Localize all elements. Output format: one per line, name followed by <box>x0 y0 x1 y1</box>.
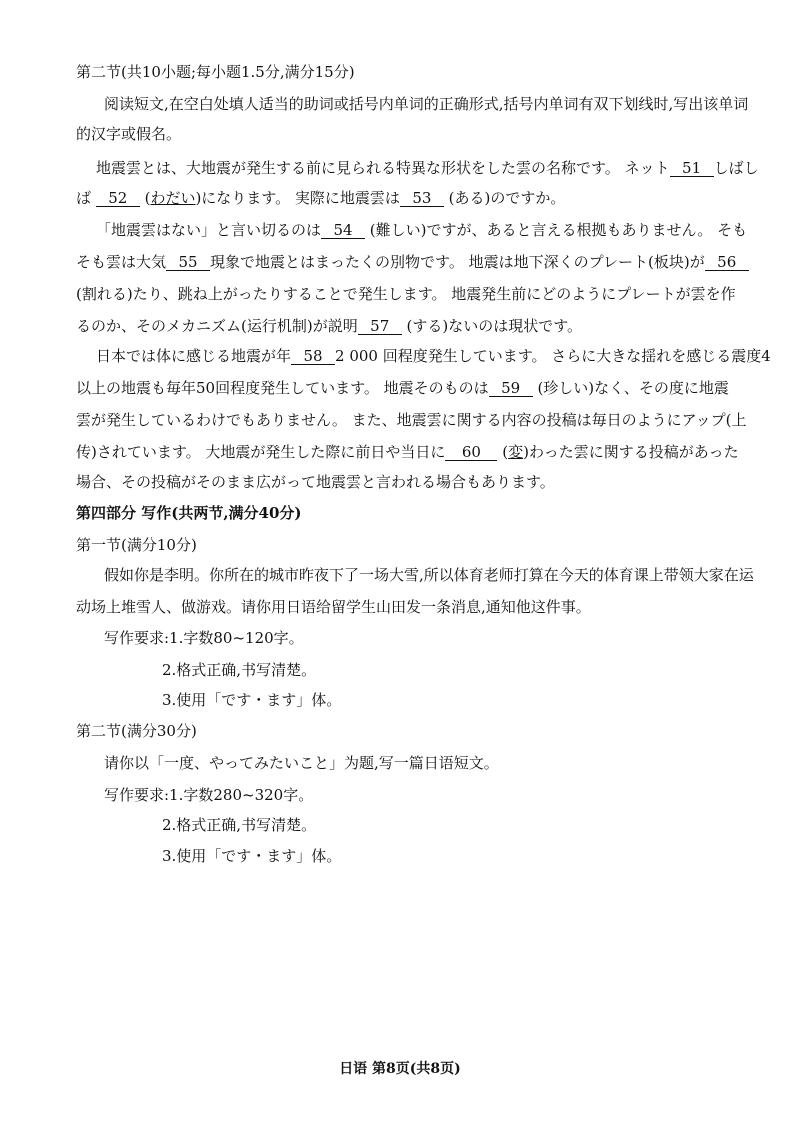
passage-text: )わった雲に関する投稿があった <box>523 443 739 461</box>
part4-section1-header: 第一节(满分10分) <box>76 536 197 554</box>
blank-55: 55 <box>166 254 210 271</box>
passage-line <box>76 442 739 462</box>
task1-requirement-2: 2.格式正确,书写清楚。 <box>162 661 317 679</box>
passage-line <box>96 158 759 178</box>
blank-53: 53 <box>400 190 444 207</box>
passage-text: (珍しい)なく、その度に地震 <box>537 379 729 397</box>
task1-line-1: 假如你是李明。你所在的城市昨夜下了一场大雪,所以体育老师打算在今天的体育课上带领大家在运 <box>104 566 754 584</box>
passage-text: しばし <box>713 159 759 177</box>
passage-text: (する)ないのは現状です。 <box>406 317 583 335</box>
task1-requirement-1: 写作要求:1.字数80~120字。 <box>104 629 304 647</box>
passage-text: ( <box>144 189 151 207</box>
instruction-line-1: 阅读短文,在空白处填人适当的助词或括号内单词的正确形式,括号内单词有双下划线时,写出该单词 <box>104 95 749 113</box>
task2-requirement-2: 2.格式正确,书写清楚。 <box>162 816 317 834</box>
part4-section2-header: 第二节(满分30分) <box>76 722 197 740</box>
blank-52: 52 <box>96 190 140 207</box>
blank-57: 57 <box>358 318 402 335</box>
passage-line <box>76 316 736 336</box>
underlined-word: わだい <box>150 189 196 207</box>
part4-header: 第四部分 写作(共两节,满分40分) <box>76 504 302 522</box>
passage-text: (難しい)ですが、あると言える根拠もありません。 そも <box>369 221 748 239</box>
blank-59: 59 <box>489 380 533 397</box>
passage-line: (割れる)たり、跳ね上がったりすることで発生します。 地震発生前にどのようにプレートが雲を作 <box>76 285 736 303</box>
passage-line <box>96 220 756 240</box>
section2-header: 第二节(共10小题;每小题1.5分,满分15分) <box>76 63 355 81</box>
passage-line <box>76 378 736 398</box>
passage-text: 現象で地震とはまったくの別物です。 地震は地下深くのプレート(板块)が <box>210 253 705 271</box>
passage-text: 日本では体に感じる地震が年 <box>96 347 292 365</box>
passage-text: 2 000 回程度発生しています。 さらに大きな揺れを感じる震度4 <box>335 347 771 365</box>
passage-line <box>76 188 736 208</box>
task1-requirement-3: 3.使用「です・ます」体。 <box>162 691 342 709</box>
passage-text: 「地震雲はない」と言い切るのは <box>96 221 322 239</box>
blank-60: 60 <box>445 444 497 461</box>
blank-54: 54 <box>321 222 365 239</box>
underlined-word: 変 <box>508 443 524 461</box>
task2-requirement-3: 3.使用「です・ます」体。 <box>162 847 342 865</box>
passage-line: 雲が発生しているわけでもありません。 また、地震雲に関する内容の投稿は毎日のようにアップ(上 <box>76 411 747 429</box>
task2-line-1: 请你以「一度、やってみたいこと」为题,写一篇日语短文。 <box>104 754 499 772</box>
passage-text: 以上の地震も毎年50回程度発生しています。 地震そのものは <box>76 379 489 397</box>
blank-51: 51 <box>670 160 714 177</box>
passage-text: るのか、そのメカニズム(运行机制)が説明 <box>76 317 358 335</box>
passage-line: 場合、その投稿がそのまま広がって地震雲と言われる場合もあります。 <box>76 473 555 491</box>
task2-requirement-1: 写作要求:1.字数280~320字。 <box>104 786 314 804</box>
blank-58: 58 <box>291 348 335 365</box>
passage-text: ( <box>502 443 509 461</box>
passage-text: ば <box>76 189 92 207</box>
passage-text: そも雲は大気 <box>76 253 167 271</box>
passage-text: (ある)のですか。 <box>448 189 566 207</box>
passage-text: 传)されています。 大地震が発生した際に前日や当日に <box>76 443 446 461</box>
passage-text: )になります。 実際に地震雲は <box>195 189 400 207</box>
passage-text: 地震雲とは、大地震が発生する前に見られる特異な形状をした雲の名称です。 ネット <box>96 159 670 177</box>
task1-line-2: 动场上堆雪人、做游戏。请你用日语给留学生山田发一条消息,通知他这件事。 <box>76 598 591 616</box>
instruction-line-2: 的汉字或假名。 <box>76 125 182 143</box>
blank-56: 56 <box>705 254 749 271</box>
passage-line <box>76 252 736 272</box>
passage-line <box>96 346 771 366</box>
page-footer: 日语 第8页(共8页) <box>339 1061 461 1077</box>
